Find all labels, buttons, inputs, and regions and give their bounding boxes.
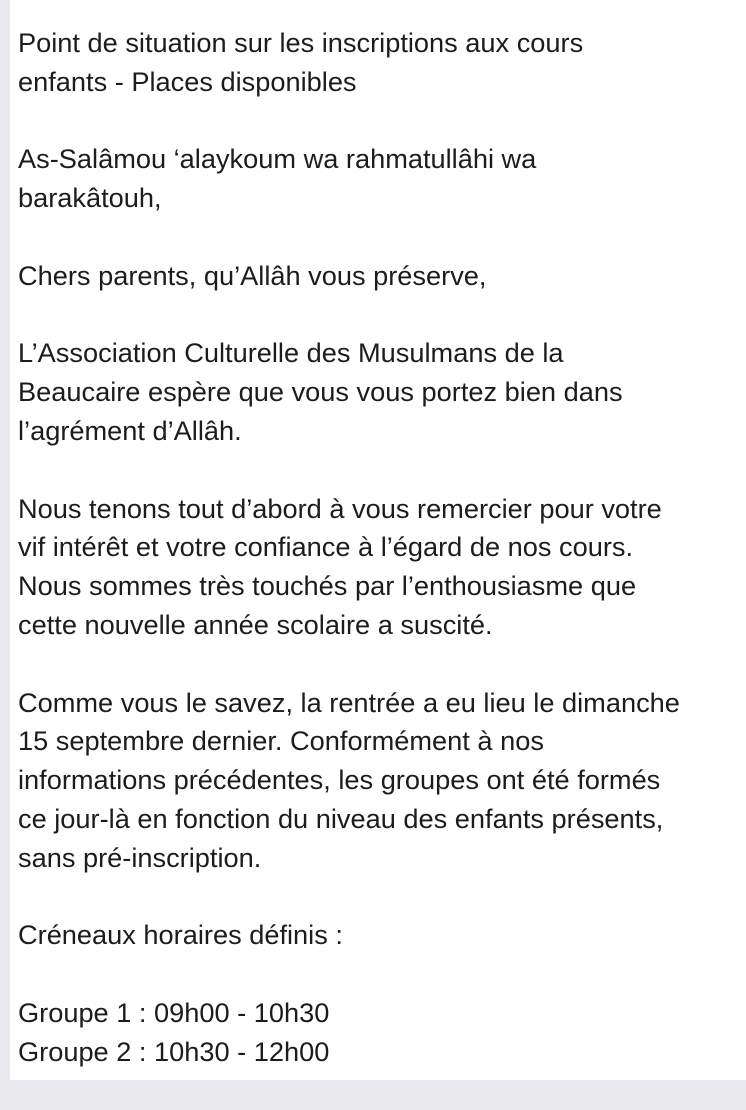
greeting-paragraph [18,140,738,218]
title-line: enfants - Places disponibles [18,65,357,97]
paragraph-line: Créneaux horaires définis : [18,919,343,951]
message-bubble [10,0,746,1080]
paragraph-line: Nous tenons tout d’abord à vous remercier pour votre [18,492,662,524]
rentree-paragraph [18,684,738,878]
association-paragraph [18,334,738,450]
paragraph-line: informations précédentes, les groupes ont été formés [18,764,661,796]
paragraph-line: cette nouvelle année scolaire a suscité. [18,608,493,640]
salutation-paragraph [18,257,738,296]
paragraph-line: Nous sommes très touchés par l’enthousiasme que [18,570,637,602]
schedule-list [18,994,738,1072]
paragraph-line: L’Association Culturelle des Musulmans de la [18,337,564,369]
schedule-heading [18,916,738,955]
message-title [18,24,738,102]
schedule-item: Groupe 2 : 10h30 - 12h00 [18,1035,330,1067]
paragraph-line: Comme vous le savez, la rentrée a eu lieu le dimanche [18,686,680,718]
message-text [18,24,738,1110]
paragraph-line: As-Salâmou ‘alaykoum wa rahmatullâhi wa [18,143,537,175]
paragraph-line: vif intérêt et votre confiance à l’égard de nos cours. [18,531,634,563]
title-line: Point de situation sur les inscriptions aux cours [18,27,584,58]
paragraph-line: Beaucaire espère que vous vous portez bien dans [18,376,623,408]
paragraph-line: sans pré-inscription. [18,841,262,873]
thanks-paragraph [18,490,738,645]
paragraph-line: barakâtouh, [18,182,162,214]
paragraph-line: ce jour-là en fonction du niveau des enfants présents, [18,802,664,834]
paragraph-line: 15 septembre dernier. Conformément à nos [18,725,544,757]
paragraph-line: Chers parents, qu’Allâh vous préserve, [18,259,487,291]
schedule-item: Groupe 1 : 09h00 - 10h30 [18,996,330,1028]
paragraph-line: l’agrément d’Allâh. [18,414,242,446]
